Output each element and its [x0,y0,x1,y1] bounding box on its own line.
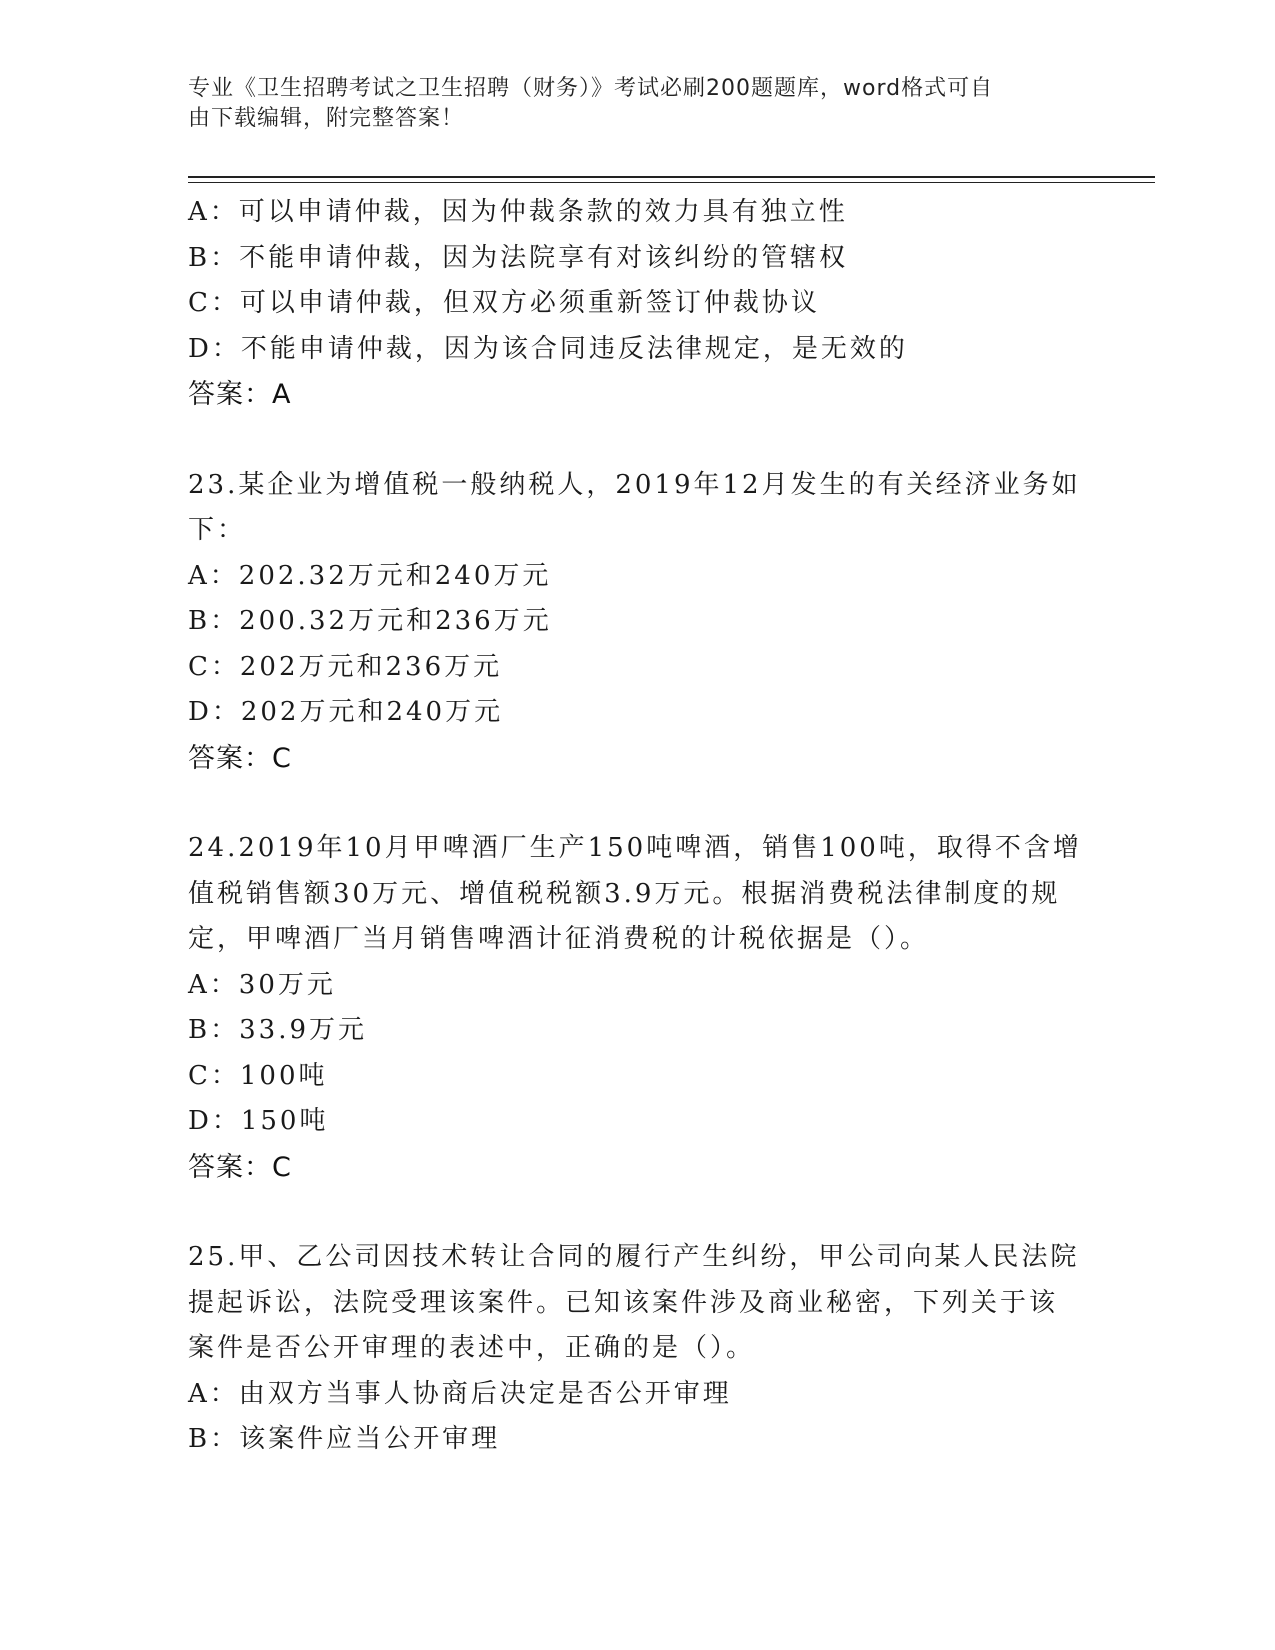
question-stem-line: 提起诉讼，法院受理该案件。已知该案件涉及商业秘密，下列关于该 [188,1287,1059,1318]
option-b: B：该案件应当公开审理 [188,1424,501,1454]
option-b: B：不能申请仲裁，因为法院享有对该纠纷的管辖权 [188,242,849,273]
answer-line: 答案：A [188,379,292,410]
question-stem-line: 案件是否公开审理的表述中，正确的是（）。 [188,1333,756,1363]
spacer [188,781,1088,826]
question-25 [188,1235,1088,1463]
option-d: D：202万元和240万元 [188,697,504,727]
option-c: C：100吨 [188,1060,328,1091]
spacer [188,1190,1088,1235]
answer-line: 答案：C [188,742,292,774]
option-b: B：33.9万元 [188,1015,367,1045]
option-c: C：202万元和236万元 [188,651,503,682]
option-d: D：不能申请仲裁，因为该合同违反法律规定，是无效的 [188,333,908,364]
header-rule-thin [188,182,1155,183]
answer-line: 答案：C [188,1151,292,1183]
option-b: B：200.32万元和236万元 [188,606,552,636]
question-24 [188,826,1088,1190]
option-a: A：可以申请仲裁，因为仲裁条款的效力具有独立性 [188,197,848,227]
option-c: C：可以申请仲裁，但双方必须重新签订仲裁协议 [188,288,820,318]
question-stem-line: 定，甲啤酒厂当月销售啤酒计征消费税的计税依据是（）。 [188,924,930,954]
document-header [188,74,1068,134]
header-line-2: 由下载编辑，附完整答案！ [188,106,465,131]
question-stem-line: 24.2019年10月甲啤酒厂生产150吨啤酒，销售100吨，取得不含增 [188,833,1082,863]
question-list [188,190,1088,1463]
question-stem-line: 23.某企业为增值税一般纳税人，2019年12月发生的有关经济业务如 [188,469,1081,500]
question-23 [188,463,1088,782]
question-stem-line: 下： [188,515,247,545]
option-a: A：30万元 [188,969,336,1000]
header-line-1: 专业《卫生招聘考试之卫生招聘（财务）》考试必刷200题题库，word格式可自 [188,76,994,101]
header-rule-thick [188,176,1155,178]
option-d: D：150吨 [188,1106,329,1136]
question-22 [188,190,1088,418]
option-a: A：由双方当事人协商后决定是否公开审理 [188,1378,732,1409]
question-stem-line: 值税销售额30万元、增值税税额3.9万元。根据消费税法律制度的规 [188,878,1061,909]
question-stem-line: 25.甲、乙公司因技术转让合同的履行产生纠纷，甲公司向某人民法院 [188,1242,1080,1272]
spacer [188,418,1088,463]
option-a: A：202.32万元和240万元 [188,560,552,591]
